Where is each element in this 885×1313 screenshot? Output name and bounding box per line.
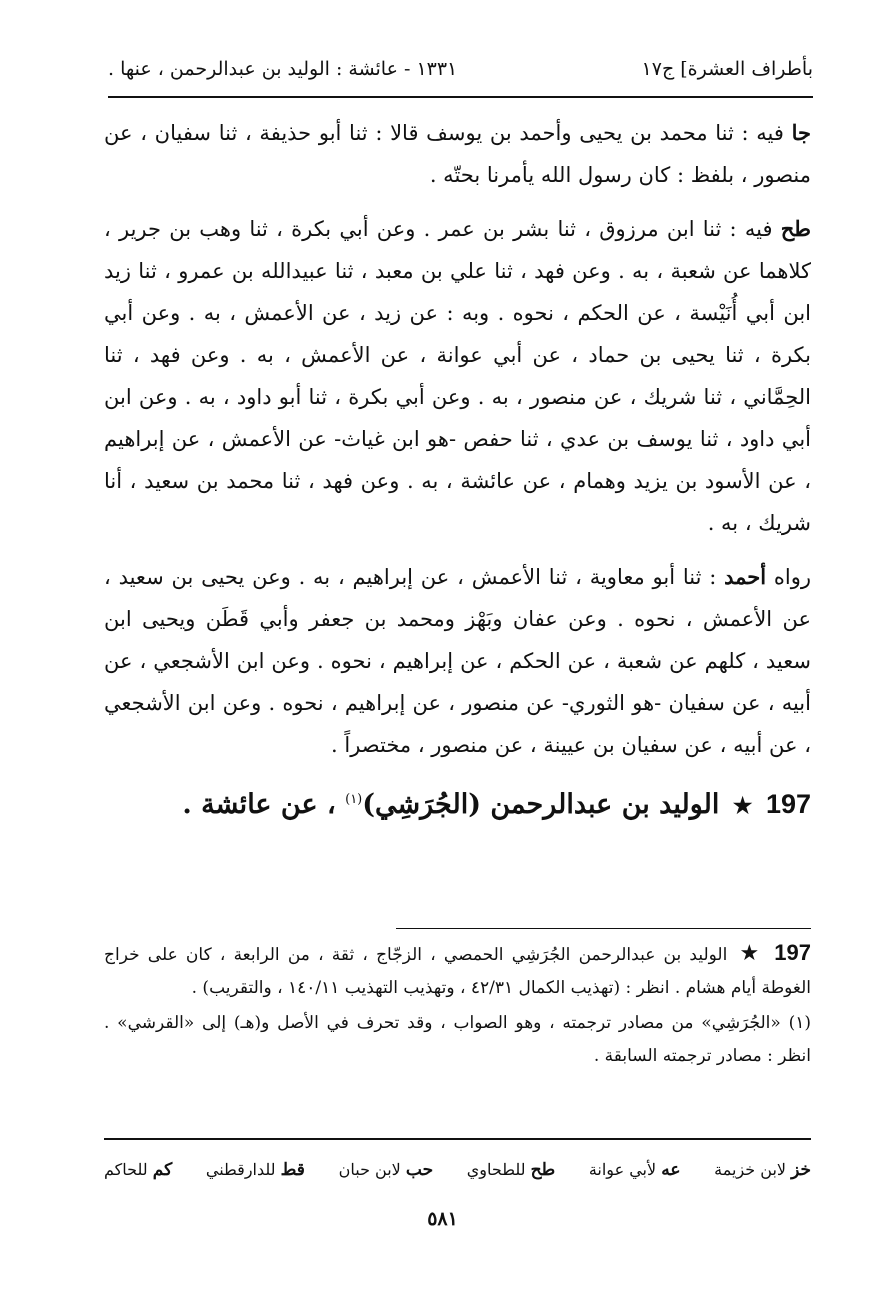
header-book-title: بأطراف العشرة] ج١٧ bbox=[641, 58, 813, 80]
abbrev-item bbox=[104, 1160, 172, 1180]
paragraph-prefix: رواه bbox=[766, 565, 812, 589]
abbrev-code: عه bbox=[661, 1160, 681, 1180]
entry-suffix: ، عن عائشة . bbox=[182, 789, 346, 820]
header-rule bbox=[108, 96, 813, 98]
abbrev-code: حب bbox=[405, 1160, 434, 1180]
paragraph-ahmad bbox=[104, 556, 811, 766]
abbrev-label: لابن خزيمة bbox=[714, 1160, 787, 1179]
main-text bbox=[104, 112, 811, 828]
abbrev-code: خز bbox=[791, 1160, 811, 1180]
footnotes bbox=[104, 936, 811, 1075]
page-number: ٥٨١ bbox=[427, 1208, 458, 1230]
footnote-text: «الجُرَشِي» من مصادر ترجمته ، وهو الصواب ، وقد تحرف في الأصل و(هـ) إلى «القرشي» . انظر : مصادر ترجمته السابقة . bbox=[104, 1013, 811, 1066]
abbrev-code: كم bbox=[152, 1160, 173, 1180]
running-header bbox=[108, 52, 813, 92]
abbrev-item bbox=[339, 1160, 433, 1180]
abbrev-item bbox=[467, 1160, 555, 1180]
star-icon: ★ bbox=[732, 793, 753, 819]
source-code-ja: جا bbox=[791, 120, 811, 145]
abbrev-label: للطحاوي bbox=[466, 1160, 526, 1179]
paragraph-text: فيه : ثنا محمد بن يحيى وأحمد بن يوسف قالا : ثنا أبو حذيفة ، ثنا سفيان ، عن منصور ، بلفظ : كان رسول الله يأمرنا بحتّه . bbox=[104, 121, 811, 187]
entry-heading bbox=[104, 778, 811, 828]
footnote-number: 197 bbox=[774, 940, 811, 965]
star-icon: ★ bbox=[739, 941, 763, 966]
footnote-1 bbox=[104, 1007, 811, 1073]
abbrev-item bbox=[206, 1160, 305, 1180]
entry-number: 197 bbox=[765, 789, 811, 819]
footnote-marker: (١) bbox=[345, 792, 363, 807]
footnote-separator bbox=[396, 928, 811, 929]
paragraph-text: : ثنا أبو معاوية ، ثنا الأعمش ، عن إبراهيم ، به . وعن يحيى بن سعيد ، عن الأعمش ، نحوه . وعن عفان وبَهْز ومحمد بن جعفر وأبي قَطَن ويحيى ابن سعيد ، كلهم عن شعبة ، عن الحكم ، عن إبراهيم ، نحوه . وعن ابن الأشجعي ، عن أبيه ، عن سفيان -هو الثوري- عن منصور ، عن إبراهيم ، نحوه . وعن ابن الأشجعي ، عن أبيه ، عن سفيان بن عيينة ، عن منصور ، مختصراً . bbox=[104, 565, 811, 757]
footnote-197 bbox=[104, 936, 811, 1005]
abbrev-label: للحاكم bbox=[104, 1160, 148, 1179]
abbrev-label: لأبي عوانة bbox=[588, 1160, 657, 1179]
abbrev-label: لابن حبان bbox=[338, 1160, 401, 1179]
source-name-ahmad: أحمد bbox=[724, 564, 767, 589]
abbreviations-rule bbox=[104, 1138, 811, 1140]
source-code-tah: طح bbox=[780, 216, 811, 241]
abbrev-label: للدارقطني bbox=[205, 1160, 276, 1179]
paragraph-text: فيه : ثنا ابن مرزوق ، ثنا بشر بن عمر . وعن أبي بكرة ، ثنا وهب بن جرير ، كلاهما عن شعبة ، به . وعن فهد ، ثنا علي بن معبد ، ثنا عبيدالله بن عمرو ، ثنا زيد ابن أبي أُنَيْسة ، عن الحكم ، نحوه . وبه : عن زيد ، عن الأعمش ، به . وعن أبي بكرة ، ثنا يحيى بن حماد ، عن أبي عوانة ، عن الأعمش ، به . وعن فهد ، ثنا الحِمَّاني ، ثنا شريك ، عن منصور ، به . وعن أبي بكرة ، ثنا أبو داود ، به . وعن ابن أبي داود ، ثنا يوسف بن عدي ، ثنا حفص -هو ابن غياث- عن الأعمش ، عن إبراهيم ، عن الأسود بن يزيد وهمام ، عن عائشة ، به . وعن فهد ، ثنا محمد بن سعيد ، أنا شريك ، به . bbox=[104, 217, 811, 535]
footnote-text: الوليد بن عبدالرحمن الجُرَشِي الحمصي ، الزجّاج ، ثقة ، من الرابعة ، كان على خراج الغوطة أيام هشام . انظر : (تهذيب الكمال ٤٢/٣١ ، وتهذيب التهذيب ١٤٠/١١ ، والتقريب) . bbox=[104, 945, 811, 998]
paragraph-tah bbox=[104, 208, 811, 544]
abbrev-item bbox=[714, 1160, 811, 1180]
abbrev-code: طح bbox=[530, 1160, 556, 1180]
abbrev-item bbox=[589, 1160, 681, 1180]
footnote-number: (١) bbox=[788, 1013, 811, 1033]
abbrev-code: قط bbox=[280, 1160, 305, 1180]
abbreviations-key bbox=[104, 1150, 811, 1190]
paragraph-ja bbox=[104, 112, 811, 196]
header-section-title: ١٣٣١ - عائشة : الوليد بن عبدالرحمن ، عنها . bbox=[108, 58, 458, 80]
entry-title: الوليد بن عبدالرحمن (الجُرَشِي) bbox=[362, 789, 720, 820]
